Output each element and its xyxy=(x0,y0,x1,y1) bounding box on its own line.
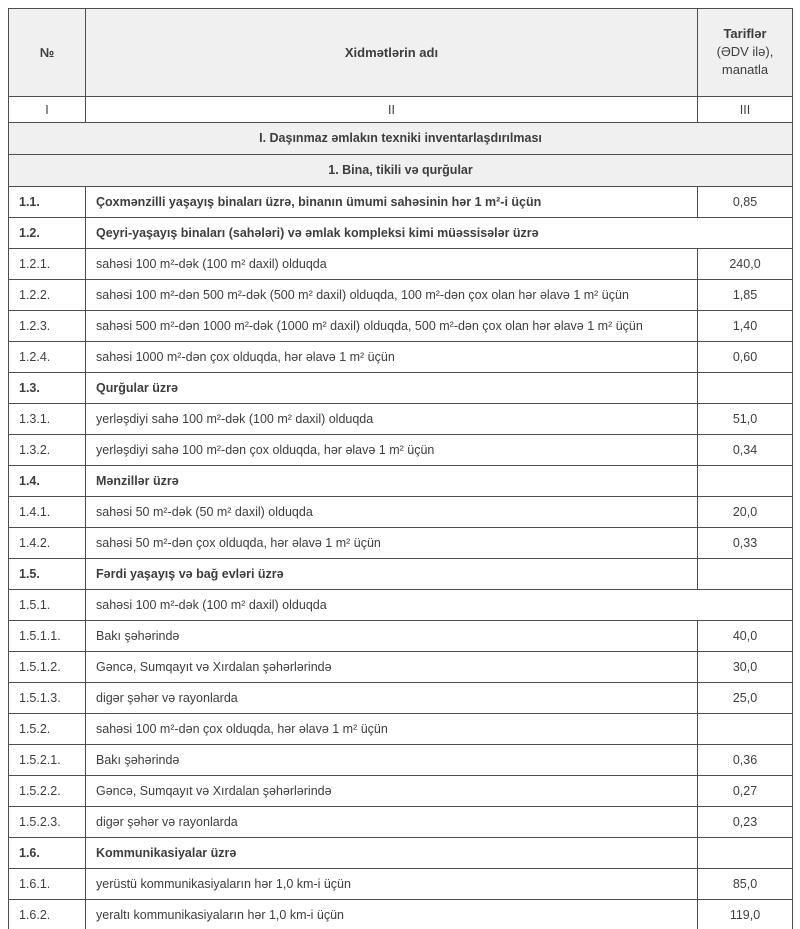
service-name-cell: Qurğular üzrə xyxy=(86,373,698,404)
table-row xyxy=(9,683,793,714)
table-row xyxy=(9,776,793,807)
row-number-cell: 1.5.2. xyxy=(9,714,86,745)
row-number-cell: 1.6. xyxy=(9,838,86,869)
tariff-value-cell xyxy=(698,838,793,869)
tariff-value-cell: 20,0 xyxy=(698,497,793,528)
column-index-row xyxy=(9,97,793,123)
row-number-cell: 1.5. xyxy=(9,559,86,590)
tariff-value-cell: 51,0 xyxy=(698,404,793,435)
row-number-cell: 1.5.2.2. xyxy=(9,776,86,807)
table-row xyxy=(9,838,793,869)
service-name-cell: Bakı şəhərində xyxy=(86,745,698,776)
table-row xyxy=(9,528,793,559)
section-title: I. Daşınmaz əmlakın texniki inventarlaşdırılması xyxy=(9,123,793,155)
tariff-value-cell: 0,23 xyxy=(698,807,793,838)
table-row xyxy=(9,807,793,838)
page xyxy=(0,8,800,929)
table-head xyxy=(9,9,793,123)
section-title: 1. Bina, tikili və qurğular xyxy=(9,155,793,187)
column-index-ii: II xyxy=(86,97,698,123)
table-row xyxy=(9,249,793,280)
tariff-table xyxy=(8,8,793,929)
row-number-cell: 1.5.1. xyxy=(9,590,86,621)
service-name-cell: sahəsi 100 m²-dən çox olduqda, hər əlavə 1 m² üçün xyxy=(86,714,698,745)
row-number-cell: 1.5.2.1. xyxy=(9,745,86,776)
tariff-value-cell: 1,40 xyxy=(698,311,793,342)
row-number-cell: 1.3. xyxy=(9,373,86,404)
tariff-value-cell: 40,0 xyxy=(698,621,793,652)
section-header-row xyxy=(9,155,793,187)
tariff-value-cell: 240,0 xyxy=(698,249,793,280)
service-name-cell: yerüstü kommunikasiyaların hər 1,0 km-i üçün xyxy=(86,869,698,900)
service-name-cell: sahəsi 100 m²-dən 500 m²-dək (500 m² daxil) olduqda, 100 m²-dən çox olan hər əlavə 1 m² üçün xyxy=(86,280,698,311)
service-name-cell: digər şəhər və rayonlarda xyxy=(86,807,698,838)
header-row xyxy=(9,9,793,97)
row-number-cell: 1.3.1. xyxy=(9,404,86,435)
table-row xyxy=(9,559,793,590)
service-name-cell: yerləşdiyi sahə 100 m²-dən çox olduqda, hər əlavə 1 m² üçün xyxy=(86,435,698,466)
col-header-service: Xidmətlərin adı xyxy=(86,9,698,97)
tariff-value-cell: 85,0 xyxy=(698,869,793,900)
service-name-cell: yeraltı kommunikasiyaların hər 1,0 km-i üçün xyxy=(86,900,698,929)
tariff-value-cell: 0,85 xyxy=(698,187,793,218)
table-row xyxy=(9,280,793,311)
service-name-cell: sahəsi 50 m²-dək (50 m² daxil) olduqda xyxy=(86,497,698,528)
row-number-cell: 1.5.1.3. xyxy=(9,683,86,714)
table-row xyxy=(9,466,793,497)
col-header-tariff xyxy=(698,9,793,97)
table-row xyxy=(9,714,793,745)
row-number-cell: 1.2.1. xyxy=(9,249,86,280)
tariff-header-subtitle: (ƏDV ilə), manatla xyxy=(716,44,774,77)
table-row xyxy=(9,590,793,621)
row-number-cell: 1.5.1.2. xyxy=(9,652,86,683)
table-row xyxy=(9,311,793,342)
row-number-cell: 1.5.2.3. xyxy=(9,807,86,838)
service-name-cell: Fərdi yaşayış və bağ evləri üzrə xyxy=(86,559,698,590)
row-number-cell: 1.4.2. xyxy=(9,528,86,559)
row-number-cell: 1.2.4. xyxy=(9,342,86,373)
tariff-value-cell: 25,0 xyxy=(698,683,793,714)
table-row xyxy=(9,218,793,249)
service-name-cell: Bakı şəhərində xyxy=(86,621,698,652)
row-number-cell: 1.6.2. xyxy=(9,900,86,929)
table-row xyxy=(9,652,793,683)
table-row xyxy=(9,187,793,218)
tariff-value-cell: 0,33 xyxy=(698,528,793,559)
column-index-iii: III xyxy=(698,97,793,123)
row-number-cell: 1.6.1. xyxy=(9,869,86,900)
row-number-cell: 1.1. xyxy=(9,187,86,218)
tariff-value-cell: 30,0 xyxy=(698,652,793,683)
table-row xyxy=(9,745,793,776)
row-number-cell: 1.4. xyxy=(9,466,86,497)
table-row xyxy=(9,404,793,435)
service-name-cell: Çoxmənzilli yaşayış binaları üzrə, binanın ümumi sahəsinin hər 1 m²-i üçün xyxy=(86,187,698,218)
tariff-header-title: Tariflər xyxy=(723,26,767,42)
service-name-cell: sahəsi 50 m²-dən çox olduqda, hər əlavə 1 m² üçün xyxy=(86,528,698,559)
tariff-value-cell: 0,34 xyxy=(698,435,793,466)
service-name-cell: digər şəhər və rayonlarda xyxy=(86,683,698,714)
tariff-value-cell: 1,85 xyxy=(698,280,793,311)
service-name-cell: sahəsi 1000 m²-dən çox olduqda, hər əlavə 1 m² üçün xyxy=(86,342,698,373)
tariff-value-cell: 0,27 xyxy=(698,776,793,807)
row-number-cell: 1.3.2. xyxy=(9,435,86,466)
table-row xyxy=(9,342,793,373)
section-header-row xyxy=(9,123,793,155)
table-body xyxy=(9,123,793,929)
service-name-cell: sahəsi 500 m²-dən 1000 m²-dək (1000 m² daxil) olduqda, 500 m²-dən çox olan hər əlavə 1 m² üçün xyxy=(86,311,698,342)
tariff-value-cell xyxy=(698,466,793,497)
column-index-i: I xyxy=(9,97,86,123)
table-row xyxy=(9,373,793,404)
row-number-cell: 1.5.1.1. xyxy=(9,621,86,652)
service-name-cell: Gəncə, Sumqayıt və Xırdalan şəhərlərində xyxy=(86,776,698,807)
tariff-value-cell: 0,60 xyxy=(698,342,793,373)
service-name-cell: Gəncə, Sumqayıt və Xırdalan şəhərlərində xyxy=(86,652,698,683)
table-row xyxy=(9,435,793,466)
service-name-cell: sahəsi 100 m²-dək (100 m² daxil) olduqda xyxy=(86,590,793,621)
table-row xyxy=(9,900,793,929)
service-name-cell: sahəsi 100 m²-dək (100 m² daxil) olduqda xyxy=(86,249,698,280)
row-number-cell: 1.2.2. xyxy=(9,280,86,311)
col-header-number: № xyxy=(9,9,86,97)
tariff-value-cell xyxy=(698,373,793,404)
tariff-value-cell: 0,36 xyxy=(698,745,793,776)
service-name-cell: Kommunikasiyalar üzrə xyxy=(86,838,698,869)
row-number-cell: 1.2. xyxy=(9,218,86,249)
service-name-cell: yerləşdiyi sahə 100 m²-dək (100 m² daxil) olduqda xyxy=(86,404,698,435)
table-row xyxy=(9,497,793,528)
tariff-value-cell xyxy=(698,559,793,590)
table-row xyxy=(9,869,793,900)
tariff-value-cell: 119,0 xyxy=(698,900,793,929)
service-name-cell: Mənzillər üzrə xyxy=(86,466,698,497)
service-name-cell: Qeyri-yaşayış binaları (sahələri) və əmlak kompleksi kimi müəssisələr üzrə xyxy=(86,218,793,249)
table-row xyxy=(9,621,793,652)
row-number-cell: 1.2.3. xyxy=(9,311,86,342)
row-number-cell: 1.4.1. xyxy=(9,497,86,528)
tariff-value-cell xyxy=(698,714,793,745)
